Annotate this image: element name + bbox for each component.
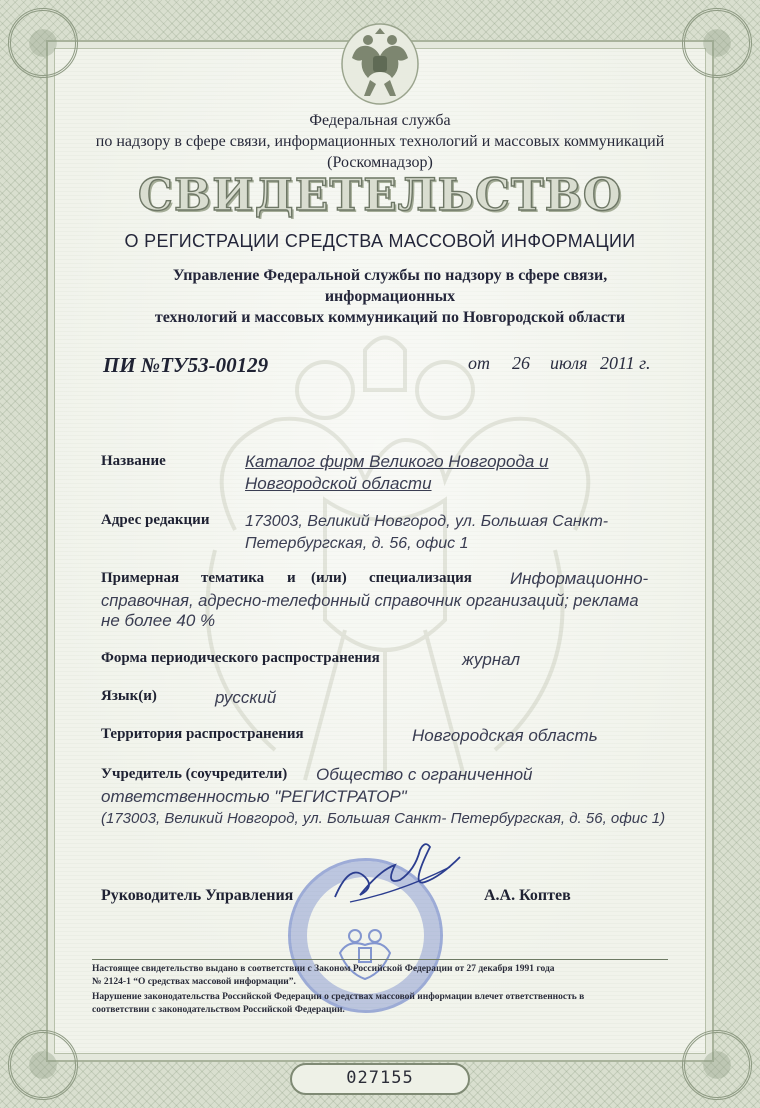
address-value-line-2: Петербургская, д. 56, офис 1 <box>245 535 469 552</box>
date-day: 26 <box>512 353 530 373</box>
issuer-line-2: технологий и массовых коммуникаций по Новгородской области <box>154 309 626 326</box>
footnote-line-3: Нарушение законодательства Российской Федерации о средствах массовой информации влечет ответственность в <box>92 992 585 1002</box>
address-value-line-1: 173003, Великий Новгород, ул. Большая Санкт- <box>245 513 609 530</box>
address-value <box>245 511 608 555</box>
certificate-subtitle: О РЕГИСТРАЦИИ СРЕДСТВА МАССОВОЙ ИНФОРМАЦИИ <box>124 231 636 251</box>
issuer-line-1: Управление Федеральной службы по надзору в сфере связи, информационных <box>172 267 608 305</box>
territory-value: Новгородская область <box>412 726 598 745</box>
founder-value-line-1: Общество с ограниченной <box>316 765 533 784</box>
topic-label-word-5: специализация <box>369 570 472 586</box>
signatory-name: А.А. Коптев <box>484 887 571 904</box>
name-value-line-2: Новгородской области <box>245 474 432 493</box>
serial-number: 027155 <box>346 1068 414 1088</box>
footnote-line-1: Настоящее свидетельство выдано в соответствии с Законом Российской Федерации от 27 декабря 1991 года <box>92 964 555 974</box>
corner-ornament-top-left <box>8 8 78 78</box>
name-value-line-1: Каталог фирм Великого Новгорода и <box>245 452 549 471</box>
founder-value-line-2: ответственностью "РЕГИСТРАТОР" <box>101 787 407 806</box>
name-label: Название <box>101 453 166 469</box>
date-prefix: от <box>468 353 490 373</box>
corner-ornament-top-right <box>682 8 752 78</box>
agency-name-line-1: Федеральная служба <box>309 112 451 129</box>
corner-ornament-bottom-left <box>8 1030 78 1100</box>
corner-ornament-bottom-right <box>682 1030 752 1100</box>
date-month: июля <box>550 353 588 373</box>
distribution-form-label: Форма периодического распространения <box>101 650 380 666</box>
issuing-authority <box>110 265 670 328</box>
signatory-title: Руководитель Управления <box>101 887 294 904</box>
agency-abbreviation: (Роскомнадзор) <box>327 154 433 171</box>
footnote-line-4: соответствии с законодательством Российской Федерации. <box>92 1005 345 1015</box>
territory-label: Территория распространения <box>101 726 304 742</box>
double-headed-eagle-emblem-icon <box>340 18 420 106</box>
topic-label-word-4: (или) <box>311 570 347 586</box>
topic-label-word-2: тематика <box>201 570 265 586</box>
topic-label-word-1: Примерная <box>101 570 180 586</box>
agency-name-line-2: по надзору в сфере связи, информационных технологий и массовых коммуникаций <box>95 133 665 150</box>
founder-label: Учредитель (соучредители) <box>101 766 288 782</box>
certificate-title: СВИДЕТЕЛЬСТВО <box>137 170 623 221</box>
distribution-form-value: журнал <box>462 650 521 669</box>
language-value: русский <box>215 688 277 707</box>
topic-value-line-3: не более 40 % <box>101 611 216 630</box>
handwritten-signature-icon <box>320 842 470 917</box>
language-label: Язык(и) <box>101 688 157 704</box>
address-label: Адрес редакции <box>101 512 210 528</box>
topic-label-word-3: и <box>287 570 296 586</box>
date-year: 2011 г. <box>600 353 651 373</box>
registration-number: ПИ №ТУ53-00129 <box>103 353 269 377</box>
topic-value-line-1: Информационно- <box>510 569 649 588</box>
footnote-line-2: № 2124-1 “О средствах массовой информации”. <box>92 977 296 987</box>
topic-value-line-2: справочная, адресно-телефонный справочник организаций; реклама <box>101 592 639 610</box>
founder-address: (173003, Великий Новгород, ул. Большая Санкт- Петербургская, д. 56, офис 1) <box>101 810 666 827</box>
name-value <box>245 451 548 495</box>
footnote-divider <box>92 959 668 960</box>
